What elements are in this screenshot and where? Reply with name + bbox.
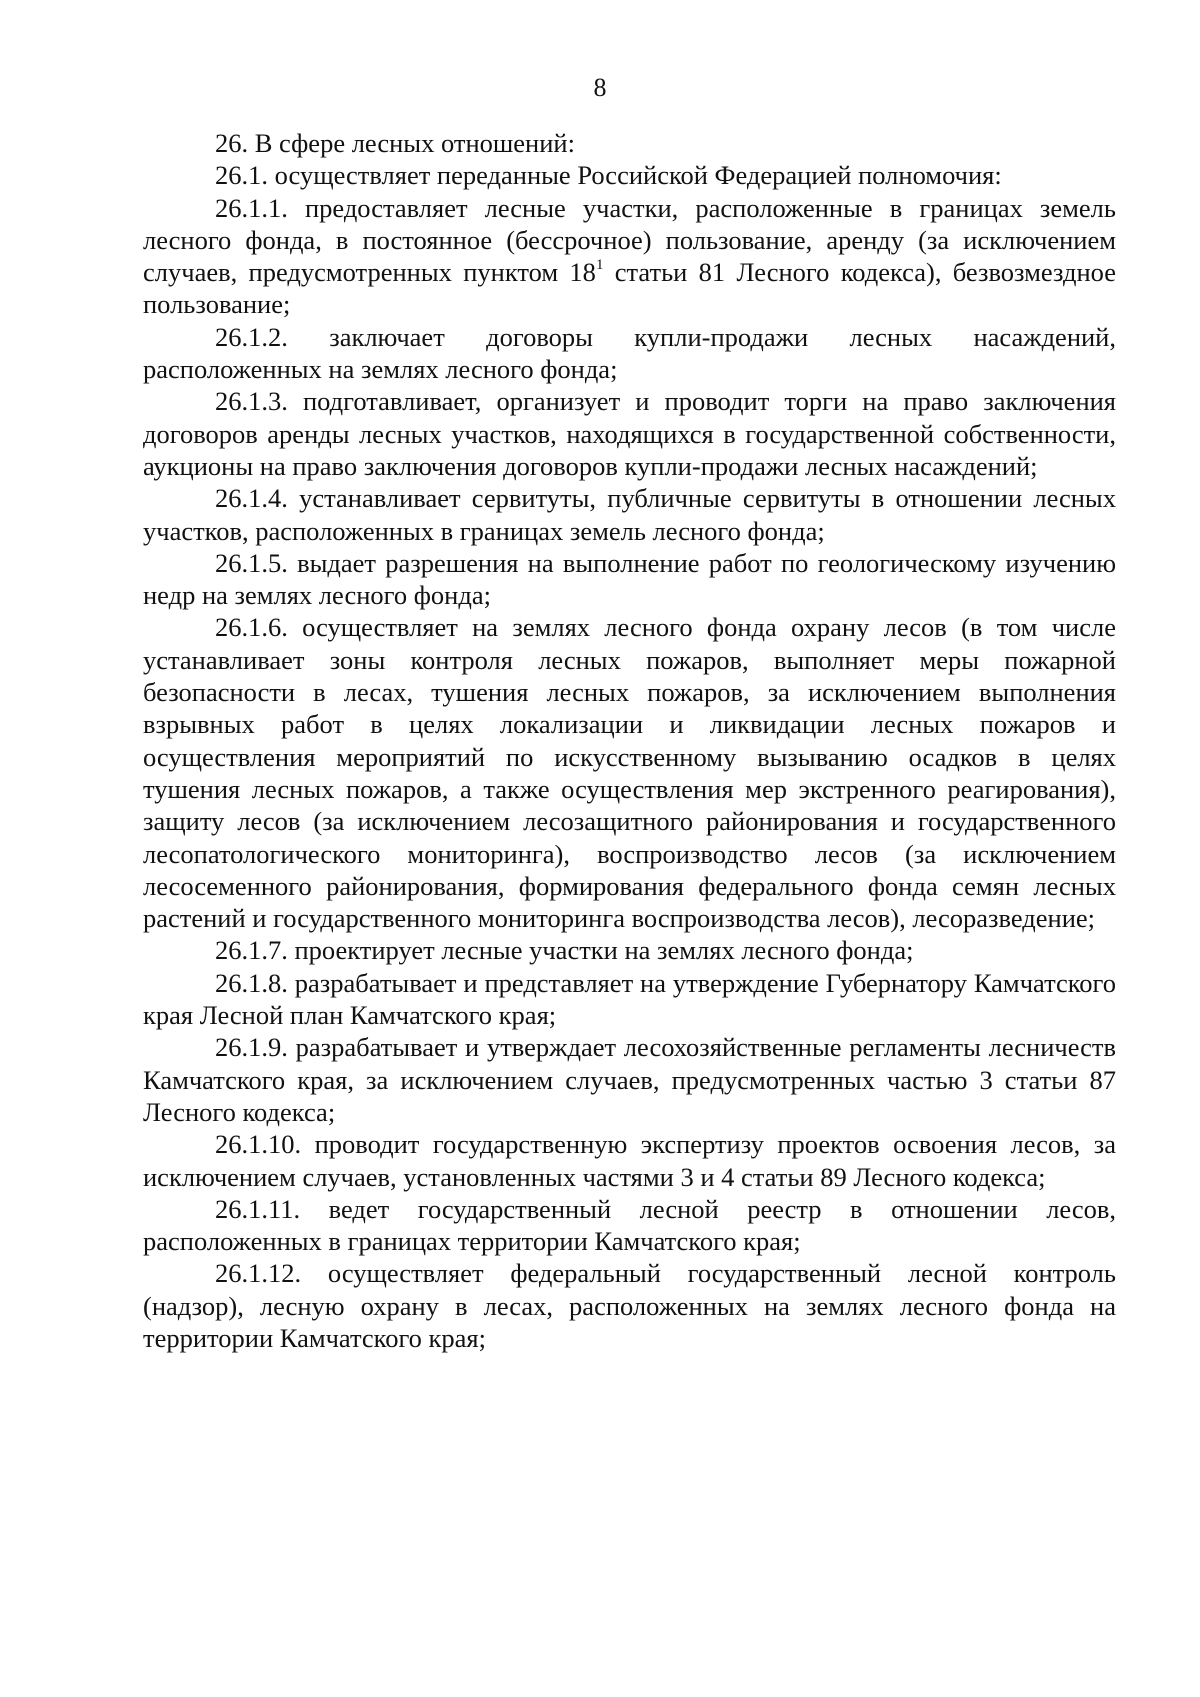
clause-26-1: 26.1. осуществляет переданные Российской Федерацией полномочия: <box>215 160 1002 191</box>
clause-26-1-3: 26.1.3. подготавливает, организует и проводит торги на право заключения договоров аренды лесных участков, находящихся в государственной собственности, аукционы на право заключения договоров купли-продажи лесных насаждений; <box>143 386 1116 481</box>
clause-26-1-1-text-end: статьи 81 Лесного кодекса), безвозмездное пользование; <box>143 257 1116 320</box>
section-heading-26: 26. В сфере лесных отношений: <box>215 128 575 158</box>
clause-26-1-7: 26.1.7. проектирует лесные участки на землях лесного фонда; <box>215 935 914 966</box>
clause-26-1-2: 26.1.2. заключает договоры купли-продажи лесных насаждений, расположенных на землях лесного фонда; <box>143 321 1116 385</box>
clause-26-1-4: 26.1.4. устанавливает сервитуты, публичные сервитуты в отношении лесных участков, расположенных в границах земель лесного фонда; <box>143 483 1116 546</box>
document-body <box>143 127 1116 1354</box>
clause-26-1-5: 26.1.5. выдает разрешения на выполнение работ по геологическому изучению недр на землях лесного фонда; <box>143 547 1116 611</box>
superscript-footnote: 1 <box>595 257 604 274</box>
clause-26-1-11: 26.1.11. ведет государственный лесной реестр в отношении лесов, расположенных в границах территории Камчатского края; <box>143 1193 1116 1257</box>
clause-26-1-8: 26.1.8. разрабатывает и представляет на утверждение Губернатору Камчатского края Лесной план Камчатского края; <box>143 967 1116 1031</box>
clause-26-1-10: 26.1.10. проводит государственную экспертизу проектов освоения лесов, за исключением случаев, установленных частями 3 и 4 статьи 89 Лесного кодекса; <box>143 1129 1116 1192</box>
clause-26-1-12: 26.1.12. осуществляет федеральный государственный лесной контроль (надзор), лесную охрану в лесах, расположенных на землях лесного фонда на территории Камчатского края; <box>143 1258 1116 1353</box>
clause-26-1-1-text: 26.1.1. предоставляет лесные участки, расположенные в границах земель лесного фонда, в постоянное (бессрочное) пользование, аренду (за исключением случаев, предусмотренных пунктом 18 <box>143 192 1116 288</box>
clause-26-1-1 <box>143 192 1116 321</box>
page-number: 8 <box>593 73 607 102</box>
clause-26-1-9: 26.1.9. разрабатывает и утверждает лесохозяйственные регламенты лесничеств Камчатского края, за исключением случаев, предусмотренных частью 3 статьи 87 Лесного кодекса; <box>143 1032 1116 1127</box>
clause-26-1-6: 26.1.6. осуществляет на землях лесного фонда охрану лесов (в том числе устанавливает зоны контроля лесных пожаров, выполняет меры пожарной безопасности в лесах, тушения лесных пожаров, за исключением выполнения взрывных работ в целях локализации и ликвидации лесных пожаров и осуществления мероприятий по искусственному вызыванию осадков в целях тушения лесных пожаров, а также осуществления мер экстренного реагирования), защиту лесов (за исключением лесозащитного районирования и государственного лесопатологического мониторинга), воспроизводство лесов (за исключением лесосеменного районирования, формирования федерального фонда семян лесных растений и государственного мониторинга воспроизводства лесов), лесоразведение; <box>143 612 1116 934</box>
